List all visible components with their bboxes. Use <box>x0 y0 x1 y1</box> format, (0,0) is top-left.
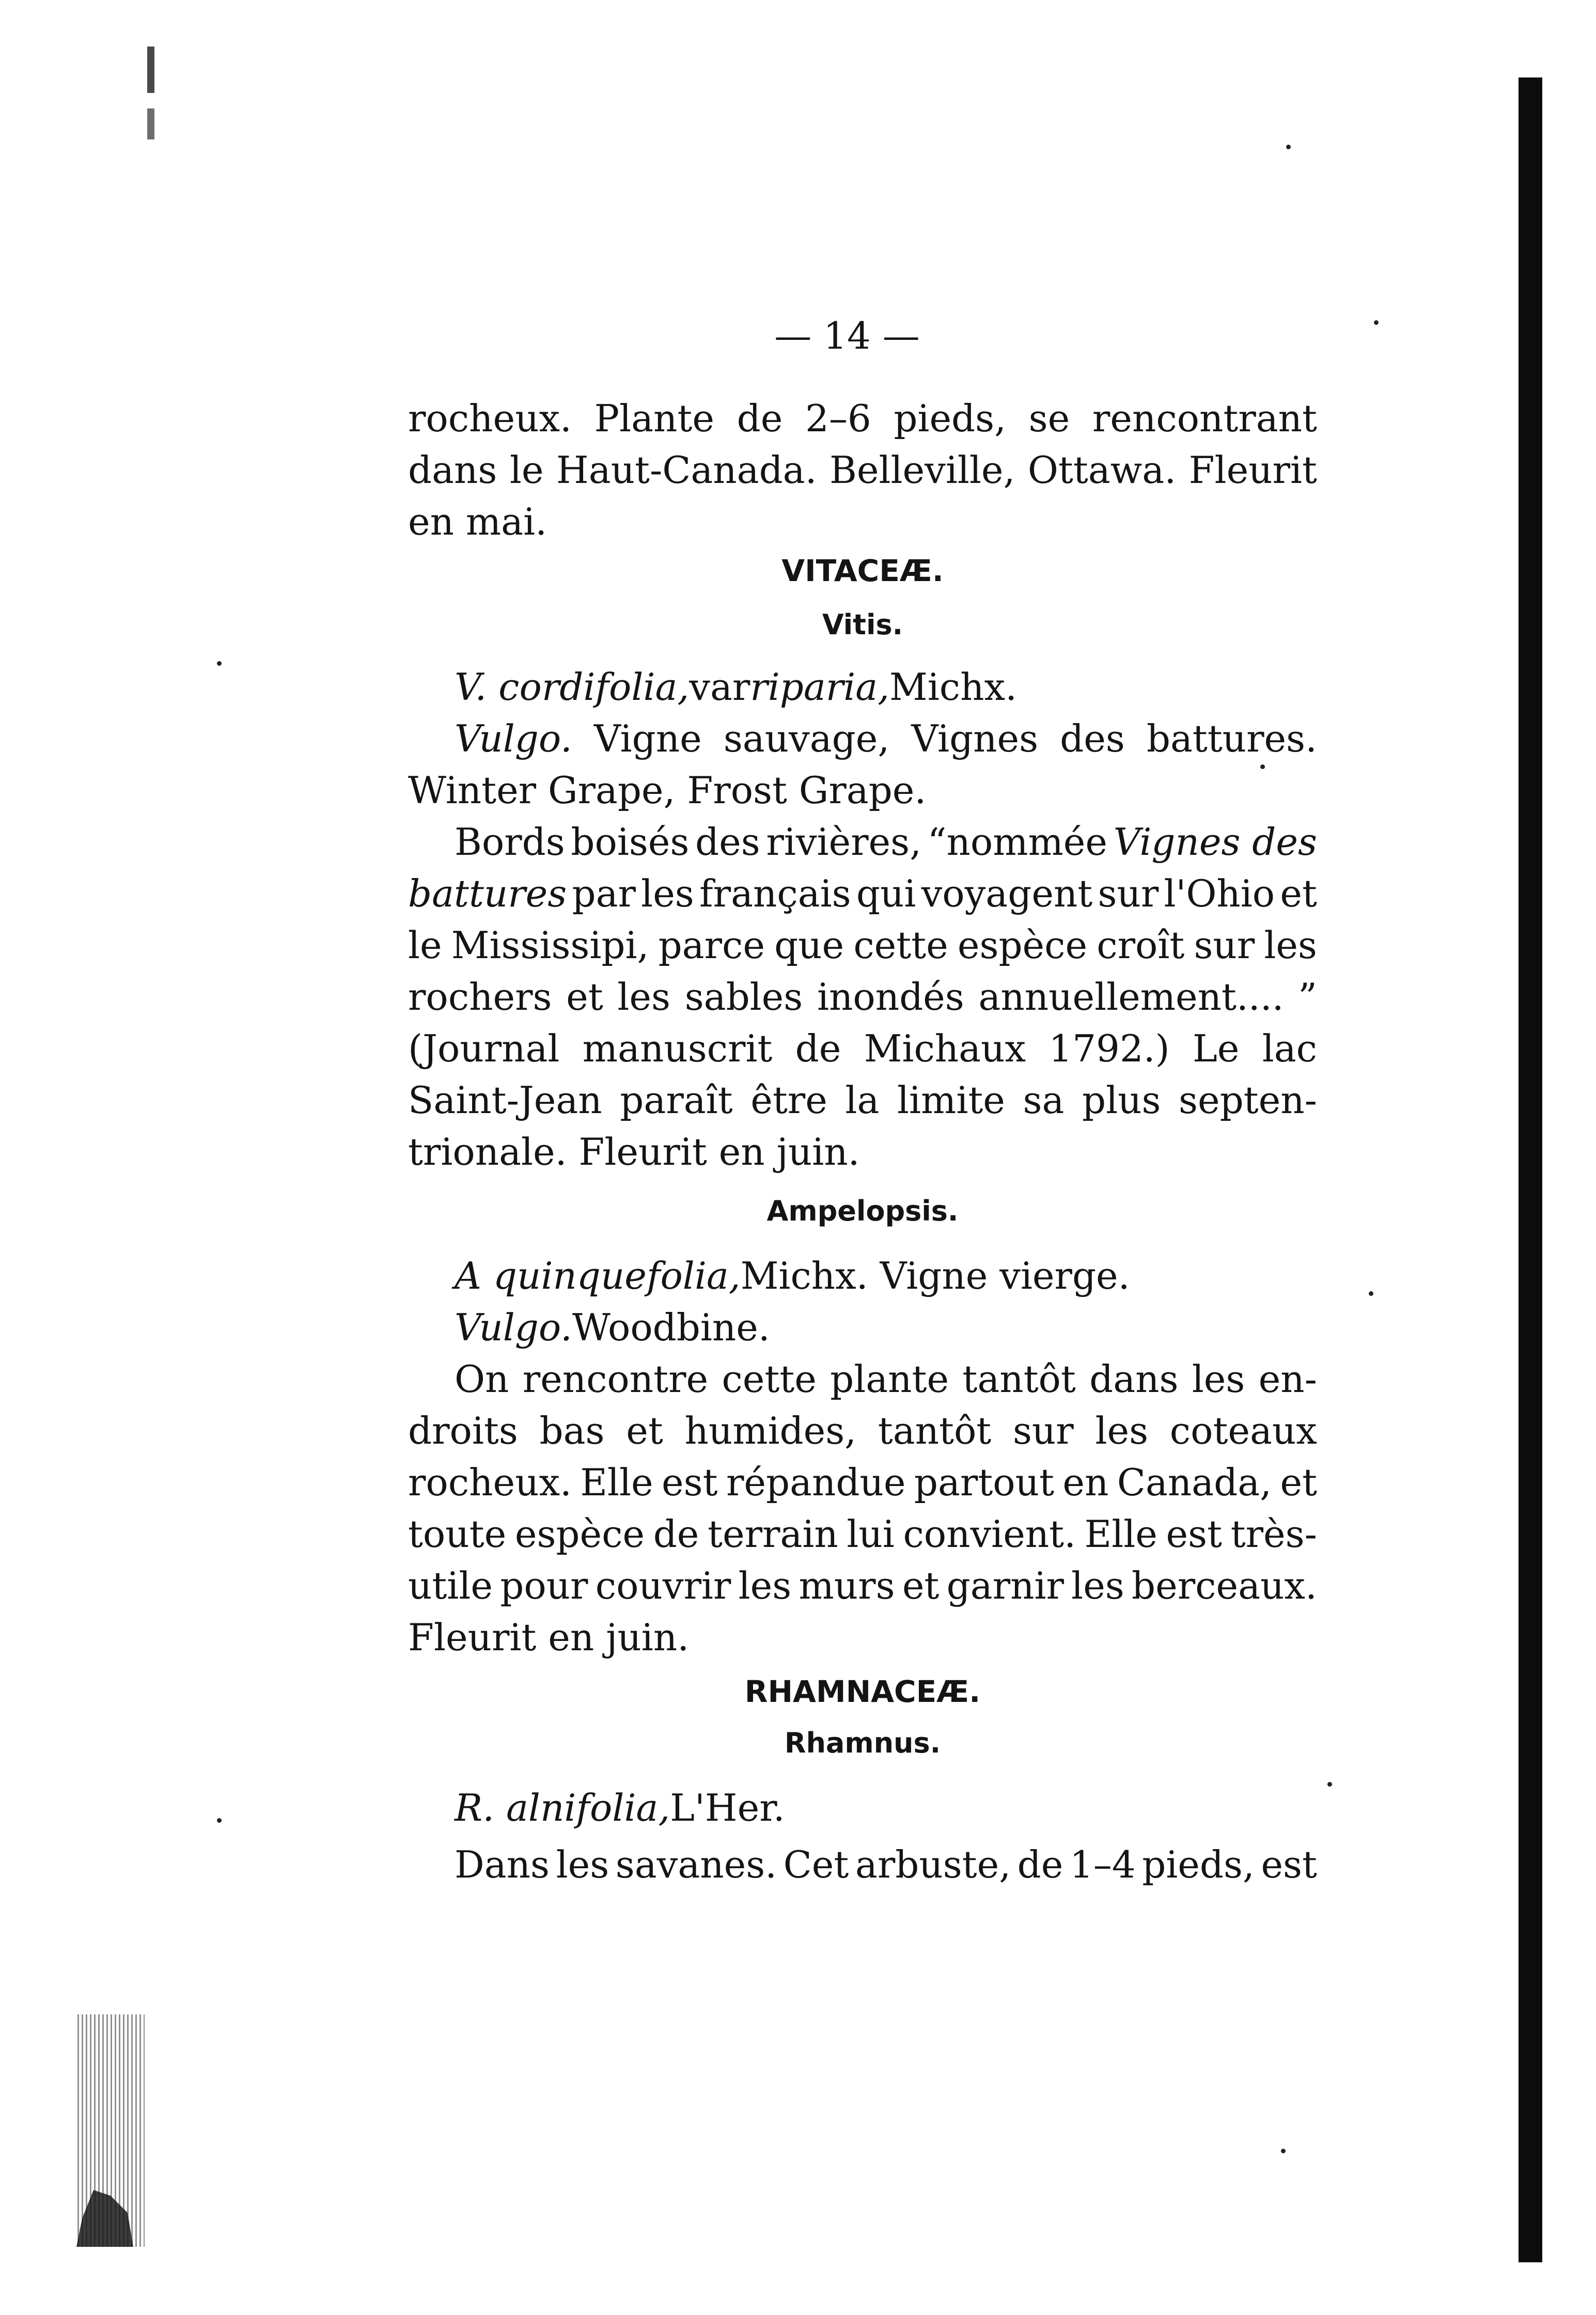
text-word: Michaux <box>864 1027 1026 1070</box>
text-word: qui <box>856 872 916 915</box>
text-word: tantôt <box>878 1409 992 1452</box>
text-line <box>408 1508 1317 1560</box>
text-word: français <box>699 872 851 915</box>
text-word: en- <box>1258 1357 1317 1401</box>
text-word: est <box>662 1461 718 1504</box>
text-line <box>408 919 1317 971</box>
text-word: Le <box>1192 1027 1240 1070</box>
text-word: de <box>1017 1843 1063 1886</box>
family-heading-vitaceae: VITACEÆ. <box>781 553 944 588</box>
text-word: Cet <box>783 1843 849 1886</box>
text-word: inondés <box>817 975 964 1019</box>
species-line <box>408 1782 1317 1834</box>
text-word: est <box>1166 1512 1223 1556</box>
text-word: espèce <box>957 924 1088 967</box>
text-word: Vignes <box>911 717 1039 760</box>
genus-heading-rhamnus: Rhamnus. <box>784 1727 941 1759</box>
text-word: Elle <box>580 1461 653 1504</box>
text-word: être <box>750 1078 827 1122</box>
speck <box>1369 1291 1373 1296</box>
text-word: bas <box>539 1409 605 1452</box>
text-line <box>408 444 1317 496</box>
text-word: rocheux. <box>408 1461 572 1504</box>
text-line <box>408 1405 1317 1457</box>
text-word: plus <box>1082 1078 1161 1122</box>
text-word: de <box>653 1512 699 1556</box>
text-word: paraît <box>620 1078 733 1122</box>
vulgo-line <box>408 1302 1317 1353</box>
text-word: Haut-Canada. <box>556 448 817 492</box>
text-word: dans <box>1089 1357 1179 1401</box>
genus-heading-vitis: Vitis. <box>822 608 903 641</box>
text-word: coteaux <box>1169 1409 1317 1452</box>
text-word: de <box>737 397 783 440</box>
text-word: V. cordifolia, <box>455 665 690 709</box>
scan-edge-bar <box>1519 77 1542 2262</box>
text-word: se <box>1028 397 1070 440</box>
text-word: Plante <box>594 397 714 440</box>
text-word: boisés <box>571 820 690 864</box>
text-word: Winter Grape, Frost Grape. <box>408 769 927 812</box>
text-line <box>408 816 1317 868</box>
text-word: des <box>695 820 760 864</box>
text-word: le <box>509 448 544 492</box>
text-word: par <box>572 872 636 915</box>
text-word: toute <box>408 1512 507 1556</box>
text-word: septen- <box>1179 1078 1317 1122</box>
family-heading-rhamnaceae: RHAMNACEÆ. <box>744 1674 981 1709</box>
text-word: garnir <box>946 1564 1064 1607</box>
text-word: lac <box>1262 1027 1317 1070</box>
text-line <box>408 868 1317 919</box>
text-word: couvrir <box>595 1564 731 1607</box>
text-word: que <box>774 924 844 967</box>
text-word: en mai. <box>408 500 547 543</box>
text-word: Fleurit <box>1188 448 1317 492</box>
text-word: les <box>556 1843 609 1886</box>
text-word: les <box>617 975 670 1019</box>
text-word: Woodbine. <box>572 1306 770 1349</box>
text-word: lui <box>847 1512 895 1556</box>
text-word: partout <box>914 1461 1054 1504</box>
text-word: ” <box>1298 975 1317 1019</box>
text-word: berceaux. <box>1132 1564 1317 1607</box>
text-word: croît <box>1097 924 1185 967</box>
text-word: battures. <box>1146 717 1317 760</box>
text-word: 1–4 <box>1069 1843 1136 1886</box>
text-word: Vulgo. <box>455 717 572 760</box>
text-word: sauvage, <box>723 717 890 760</box>
text-word: Michx. Vigne vierge. <box>740 1254 1130 1297</box>
text-word: 1792.) <box>1049 1027 1170 1070</box>
species-line <box>408 661 1317 713</box>
text-word: A quinquefolia, <box>455 1254 741 1297</box>
text-word: le <box>408 924 442 967</box>
text-word: les <box>1192 1357 1245 1401</box>
text-word: est <box>1261 1843 1317 1886</box>
text-word: rencontrant <box>1092 397 1317 440</box>
text-word: rencontre <box>522 1357 709 1401</box>
speck <box>1281 2149 1286 2153</box>
text-line <box>408 393 1317 444</box>
ampelopsis-entry <box>408 1250 1317 1663</box>
text-word: les <box>738 1564 792 1607</box>
text-word: Belleville, <box>829 448 1015 492</box>
speck <box>1327 1782 1332 1787</box>
text-word: les <box>1071 1564 1124 1607</box>
speck <box>1286 145 1291 149</box>
text-word: Fleurit en juin. <box>408 1616 690 1659</box>
text-word: et <box>1280 872 1317 915</box>
text-word: pour <box>500 1564 588 1607</box>
text-word: savanes. <box>615 1843 777 1886</box>
text-word: pieds, <box>894 397 1006 440</box>
text-word: arbuste, <box>855 1843 1011 1886</box>
text-word: très- <box>1230 1512 1317 1556</box>
text-word: sur <box>1194 924 1255 967</box>
text-word: droits <box>408 1409 518 1452</box>
text-word: et <box>566 975 603 1019</box>
text-line <box>408 1074 1317 1126</box>
text-word: “nommée <box>927 820 1107 864</box>
paragraph-intro <box>408 393 1317 548</box>
text-word: convient. <box>903 1512 1076 1556</box>
text-word: Vigne <box>593 717 702 760</box>
text-word: Canada, <box>1117 1461 1272 1504</box>
text-word: Saint-Jean <box>408 1078 602 1122</box>
text-word: sur <box>1012 1409 1074 1452</box>
text-word: les <box>1095 1409 1149 1452</box>
text-word: de <box>795 1027 841 1070</box>
text-word: voyagent <box>921 872 1093 915</box>
text-line <box>408 1126 1317 1178</box>
text-line <box>408 1560 1317 1612</box>
text-line <box>408 496 1317 548</box>
text-word: dans <box>408 448 497 492</box>
vitis-entry <box>408 661 1317 1178</box>
text-word: rocheux. <box>408 397 572 440</box>
text-word: et <box>626 1409 663 1452</box>
text-word: des <box>1060 717 1125 760</box>
text-word: trionale. Fleurit en juin. <box>408 1130 860 1174</box>
text-word: espèce <box>514 1512 645 1556</box>
text-word: sur <box>1098 872 1159 915</box>
text-word: Elle <box>1084 1512 1157 1556</box>
text-word: et <box>1280 1461 1317 1504</box>
text-word: rivières, <box>766 820 921 864</box>
text-word: tantôt <box>962 1357 1076 1401</box>
text-word: Vignes des <box>1113 820 1317 864</box>
speck <box>1374 320 1379 325</box>
text-word: terrain <box>708 1512 838 1556</box>
text-word: L'Her. <box>670 1786 785 1829</box>
text-word: cette <box>853 924 948 967</box>
text-word: battures <box>408 872 567 915</box>
species-line <box>408 1250 1317 1302</box>
text-word: rochers <box>408 975 552 1019</box>
text-line <box>408 1612 1317 1663</box>
text-word: Michx. <box>889 665 1017 709</box>
page-number: — 14 — <box>774 314 920 357</box>
vulgo-line <box>408 713 1317 764</box>
text-word: riparia, <box>750 665 890 709</box>
rhamnus-entry <box>408 1782 1317 1890</box>
text-word: les <box>641 872 694 915</box>
text-line <box>408 1353 1317 1405</box>
text-line <box>408 1023 1317 1074</box>
speck <box>217 1818 222 1823</box>
text-word: R. alnifolia, <box>455 1786 670 1829</box>
text-word: Mississipi, <box>451 924 649 967</box>
text-word: parce <box>658 924 765 967</box>
text-word: manuscrit <box>582 1027 773 1070</box>
text-word: 2–6 <box>805 397 871 440</box>
text-word: humides, <box>684 1409 857 1452</box>
text-word: l'Ohio <box>1164 872 1275 915</box>
speck <box>217 661 222 666</box>
text-word: On <box>455 1357 509 1401</box>
text-word: répandue <box>726 1461 906 1504</box>
text-word: en <box>1062 1461 1109 1504</box>
scan-left-mark <box>147 46 154 201</box>
text-word: annuellement.... <box>978 975 1284 1019</box>
genus-heading-ampelopsis: Ampelopsis. <box>766 1195 959 1227</box>
text-word: Ottawa. <box>1027 448 1177 492</box>
text-word: sa <box>1023 1078 1065 1122</box>
text-word: pieds, <box>1142 1843 1255 1886</box>
text-word: sables <box>684 975 803 1019</box>
text-line <box>408 1839 1317 1890</box>
text-word: murs <box>799 1564 895 1607</box>
text-word: limite <box>897 1078 1005 1122</box>
text-line <box>408 764 1317 816</box>
text-line <box>408 1457 1317 1508</box>
text-word: var <box>689 665 750 709</box>
text-line <box>408 971 1317 1023</box>
text-word: la <box>845 1078 880 1122</box>
text-word: et <box>902 1564 940 1607</box>
text-word: utile <box>408 1564 493 1607</box>
text-word: Dans <box>455 1843 550 1886</box>
text-word: plante <box>830 1357 949 1401</box>
text-word: les <box>1264 924 1317 967</box>
text-word: (Journal <box>408 1027 560 1070</box>
text-word: Bords <box>455 820 565 864</box>
text-word: Vulgo. <box>455 1306 572 1349</box>
text-word: cette <box>722 1357 817 1401</box>
